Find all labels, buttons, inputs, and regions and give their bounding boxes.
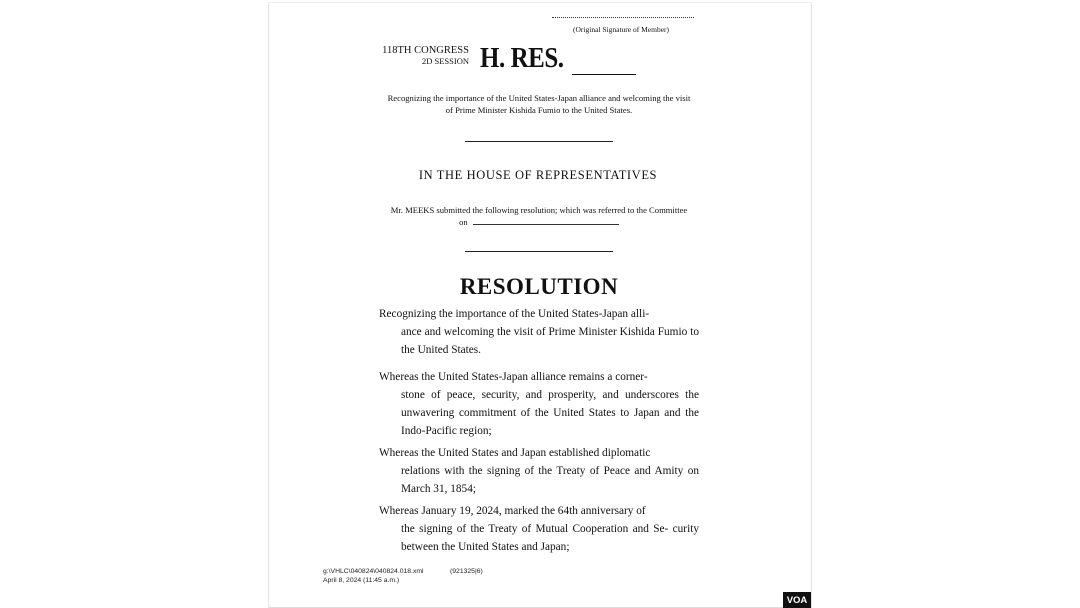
- house-heading: IN THE HOUSE OF REPRESENTATIVES: [418, 168, 658, 182]
- committee-blank: [473, 218, 619, 225]
- paragraph-first-line: Recognizing the importance of the United States-Japan alli-: [379, 308, 650, 320]
- resolution-heading: RESOLUTION: [459, 274, 619, 299]
- congress-session: [379, 46, 469, 66]
- paragraph-continuation: relations with the signing of the Treaty of Peace and Amity on March 31, 1854;: [401, 465, 699, 495]
- paragraph-first-line: Whereas the United States and Japan established diplomatic: [379, 447, 651, 459]
- congress-number: 118TH CONGRESS: [382, 45, 469, 56]
- resolution-title-paragraph: [379, 305, 699, 359]
- document-footer: [323, 567, 483, 585]
- paragraph-first-line: Whereas January 19, 2024, marked the 64th anniversary of: [379, 505, 646, 517]
- paragraph-continuation: ance and welcoming the visit of Prime Minister Kishida Fumio to the United States.: [401, 326, 699, 356]
- paragraph-continuation: stone of peace, security, and prosperity, and underscores the unwavering commitment of the United States to Japan and the Indo-Pacific region;: [401, 389, 699, 437]
- voa-logo: VOA: [783, 592, 811, 608]
- whereas-clause: [379, 368, 699, 440]
- session-number: 2D SESSION: [422, 56, 469, 66]
- paragraph-continuation: the signing of the Treaty of Mutual Cooperation and Se- curity between the United States and Japan;: [401, 523, 699, 553]
- paragraph-first-line: Whereas the United States-Japan alliance remains a corner-: [379, 371, 648, 383]
- divider-rule: [465, 141, 613, 142]
- submitted-statement: [388, 205, 690, 228]
- bill-caption: Recognizing the importance of the United States-Japan alliance and welcoming the visit of Prime Minister Kishida Fumio to the United States.: [387, 93, 691, 115]
- file-path: g:\VHLC\040824\040824.018.xml: [323, 568, 424, 575]
- bill-id: H. RES.: [480, 42, 564, 74]
- divider-rule: [465, 251, 613, 252]
- bill-number-blank: [572, 74, 636, 75]
- submitted-text: submitted the following resolution; which was referred to the Committee on: [436, 205, 688, 227]
- document-code: (921325|6): [450, 568, 483, 575]
- member-name: MEEKS: [405, 205, 435, 215]
- signature-caption: (Original Signature of Member): [573, 25, 670, 34]
- footer-date: April 8, 2024 (11:45 a.m.): [323, 577, 400, 584]
- whereas-clause: [379, 444, 699, 498]
- whereas-clause: [379, 502, 699, 556]
- signature-line: [552, 17, 694, 18]
- member-prefix: Mr.: [390, 205, 403, 215]
